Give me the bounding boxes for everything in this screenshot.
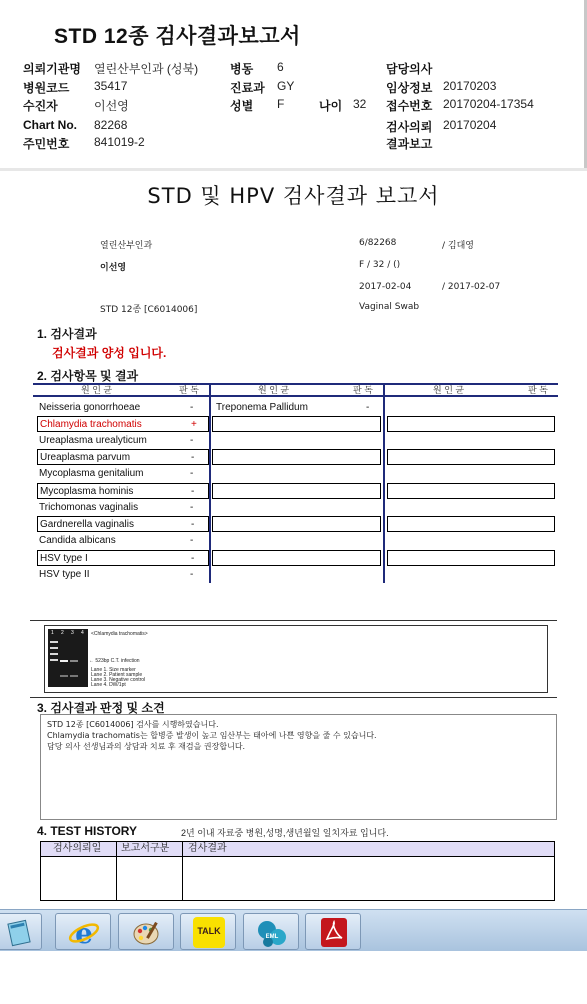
empty-result-cell (387, 416, 555, 432)
history-col-divider (182, 842, 183, 900)
sex-value: F (277, 97, 285, 111)
organism-result: - (366, 402, 370, 413)
gel-lane-number: 1 (51, 630, 54, 636)
empty-result-cell (387, 449, 555, 465)
notepad-button[interactable] (0, 913, 42, 950)
meta-date-to: / 2017-02-07 (442, 282, 501, 292)
history-col-divider (116, 842, 117, 900)
section2-title: 2. 검사항목 및 결과 (37, 369, 139, 383)
organism-row (37, 449, 209, 465)
ssn-label: 주민번호 (23, 137, 70, 151)
col-organism-2: 원 인 균 (258, 385, 290, 395)
svg-text:e: e (75, 917, 93, 948)
chart-label: Chart No. (23, 118, 77, 132)
organism-name: Mycoplasma genitalium (39, 468, 144, 479)
grid-divider-2 (383, 383, 385, 583)
internet-explorer-icon (68, 917, 100, 948)
gel-image (48, 629, 88, 687)
gel-lane-number: 4 (81, 630, 84, 636)
empty-result-cell (212, 416, 381, 432)
dept-label: 진료과 (230, 81, 265, 95)
organism-name: Ureaplasma parvum (40, 452, 131, 463)
gel-lane-number: 3 (71, 630, 74, 636)
meta-clinic: 열린산부인과 (100, 241, 153, 251)
history-col-result: 검사결과 (188, 843, 227, 854)
opinion-box (40, 714, 557, 820)
organism-result: - (191, 452, 195, 463)
meta-sex-age: F / 32 / () (359, 260, 401, 270)
chart-value: 82268 (94, 118, 128, 132)
organism-row (37, 483, 209, 499)
patient-label: 수진자 (23, 99, 58, 113)
patient-value: 이선영 (94, 99, 129, 113)
divider-line (30, 697, 557, 698)
institution-value: 열린산부인과 (성북) (94, 62, 199, 76)
col-result-2: 판 독 (353, 385, 373, 395)
receipt-label: 접수번호 (386, 99, 433, 113)
organism-name: Treponema Pallidum (216, 402, 308, 413)
meta-patient-id: 6/82268 (359, 238, 397, 248)
organism-name: Neisseria gonorrhoeae (39, 402, 141, 413)
organism-result: - (191, 553, 195, 564)
organism-row (37, 433, 209, 449)
organism-name: Trichomonas vaginalis (39, 502, 139, 513)
positive-result-text: 검사결과 양성 입니다. (52, 346, 167, 360)
section4-title: 4. TEST HISTORY (37, 824, 138, 838)
organism-result: + (191, 419, 197, 430)
organism-name: Ureaplasma urealyticum (39, 435, 147, 446)
gel-band-label: ← 523bp C.T. infection (89, 658, 140, 664)
organism-result: - (190, 402, 194, 413)
col-result-1: 판 독 (179, 385, 199, 395)
hospital-code-label: 병원코드 (23, 81, 70, 95)
meta-doctor: / 김대영 (442, 241, 474, 251)
hospital-code-value: 35417 (94, 79, 128, 93)
page-title: STD 12종 검사결과보고서 (54, 25, 301, 48)
clinical-value: 20170203 (443, 79, 497, 93)
gel-band (70, 660, 78, 662)
taskbar (0, 909, 587, 951)
history-table-header (41, 842, 554, 857)
organism-row-treponema (214, 400, 381, 416)
history-table (40, 841, 555, 901)
internet-explorer-button[interactable] (55, 913, 111, 950)
organism-result: - (191, 486, 195, 497)
organism-row (37, 500, 209, 516)
gel-result-panel (44, 625, 548, 693)
history-col-report-type: 보고서구분 (121, 843, 170, 854)
gel-lane-number: 2 (61, 630, 64, 636)
section3-title: 3. 검사결과 판정 및 소견 (37, 701, 165, 715)
report-title: STD 및 HPV 검사결과 보고서 (147, 184, 440, 208)
empty-result-cell (212, 483, 381, 499)
empty-result-cell (212, 449, 381, 465)
paint-icon (131, 917, 163, 948)
organism-name: Gardnerella vaginalis (40, 519, 134, 530)
col-organism-1: 원 인 균 (81, 385, 113, 395)
col-result-3: 판 독 (528, 385, 548, 395)
empty-result-cell (212, 550, 381, 566)
grid-divider-1 (209, 383, 211, 583)
age-label: 나이 (319, 99, 343, 113)
kakaotalk-icon (193, 917, 225, 948)
organism-name: Candida albicans (39, 535, 116, 546)
paint-button[interactable] (118, 913, 174, 950)
meta-date-from: 2017-02-04 (359, 282, 412, 292)
organism-result: - (190, 468, 194, 479)
gel-band (50, 647, 58, 649)
organism-name: Chlamydia trachomatis (40, 419, 142, 430)
empty-result-cell (212, 516, 381, 532)
organism-row (37, 400, 209, 416)
ssn-value: 841019-2 (94, 135, 145, 149)
gel-band (50, 653, 58, 655)
eml-app-button[interactable] (243, 913, 299, 950)
meta-test-code: STD 12종 [C6014006] (100, 305, 198, 315)
eml-app-icon (256, 917, 288, 948)
organism-result: - (190, 435, 194, 446)
age-value: 32 (353, 97, 367, 111)
meta-specimen: Vaginal Swab (359, 302, 420, 312)
notepad-icon (3, 917, 35, 948)
opinion-line: 담당 의사 선생님과의 상담과 치료 후 재검을 권장합니다. (47, 742, 246, 751)
doctor-label: 담당의사 (386, 62, 433, 76)
patient-header (0, 0, 587, 168)
pdf-reader-icon (318, 917, 350, 948)
gel-band (50, 641, 58, 643)
organism-name: HSV type I (40, 553, 88, 564)
clinical-label: 임상정보 (386, 81, 433, 95)
gel-band (60, 675, 68, 677)
eml-label: EML (265, 934, 279, 940)
organism-row-positive (37, 416, 209, 432)
empty-result-cell (387, 483, 555, 499)
history-col-request-date: 검사의뢰일 (53, 843, 102, 854)
organism-row (37, 516, 209, 532)
organism-name: HSV type II (39, 569, 90, 580)
organism-row (37, 550, 209, 566)
gel-band (50, 659, 58, 661)
blank-area (0, 951, 587, 1004)
report-label: 결과보고 (386, 137, 433, 151)
organism-result: - (190, 569, 194, 580)
gel-band (70, 675, 78, 677)
col-organism-3: 원 인 균 (433, 385, 465, 395)
request-value: 20170204 (443, 118, 497, 132)
empty-result-cell (387, 550, 555, 566)
organism-row (37, 533, 209, 549)
organism-name: Mycoplasma hominis (40, 486, 134, 497)
receipt-value: 20170204-17354 (443, 97, 534, 111)
sex-label: 성별 (230, 99, 254, 113)
gel-legend-item: Lane 3. Negative control (91, 677, 146, 683)
organism-row (37, 466, 209, 482)
results-grid-header (33, 383, 558, 397)
request-label: 검사의뢰 (386, 120, 433, 134)
gel-legend-item: Lane 1. Size marker (91, 667, 136, 673)
kakaotalk-button[interactable] (180, 913, 236, 950)
organism-row (37, 567, 209, 583)
history-note: 2년 이내 자료중 병원,성명,생년월일 일치자료 입니다. (181, 828, 389, 838)
gel-title: <Chlamydia trachomatis> (91, 631, 148, 637)
empty-result-cell (387, 516, 555, 532)
ward-label: 병동 (230, 62, 254, 76)
dept-value: GY (277, 79, 295, 93)
opinion-line: Chlamydia trachomatis는 합병증 발생이 높고 임산부는 태아에 나쁜 영향을 줄 수 있습니다. (47, 731, 377, 740)
organism-result: - (191, 519, 195, 530)
opinion-line: STD 12종 [C6014006] 검사를 시행하였습니다. (47, 720, 219, 729)
section-divider (0, 168, 587, 171)
section1-title: 1. 검사결과 (37, 327, 97, 341)
gel-legend-item: Lane 2. Patient sample (91, 672, 143, 678)
eml-app-graphic (256, 917, 288, 948)
meta-patient: 이선영 (100, 263, 127, 273)
kakaotalk-label: TALK (197, 926, 221, 936)
divider-line (30, 620, 557, 621)
gel-legend-item: Lane 4. DW/1pt (91, 682, 126, 688)
ward-value: 6 (277, 60, 284, 74)
institution-label: 의뢰기관명 (23, 62, 81, 76)
organism-result: - (190, 502, 194, 513)
gel-band (60, 660, 68, 662)
organism-result: - (190, 535, 194, 546)
pdf-reader-button[interactable] (305, 913, 361, 950)
